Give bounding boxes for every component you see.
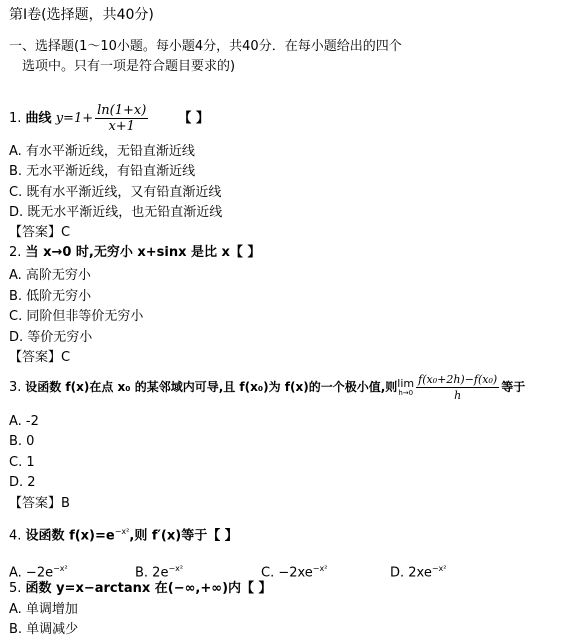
option-d	[390, 560, 447, 582]
fraction-denominator: x+1	[108, 119, 135, 134]
option-c: C. 同阶但非等价无穷小	[9, 309, 144, 324]
exponent: −x²	[168, 564, 184, 573]
option-a: A. 有水平渐近线，无铅直渐近线	[9, 144, 195, 159]
exponent: −x²	[431, 564, 447, 573]
option-a	[9, 560, 68, 582]
fraction-numerator: ln(1+x)	[97, 103, 147, 118]
question-number: 3.	[9, 380, 22, 395]
option-b: B. 无水平渐近线，有铅直渐近线	[9, 164, 196, 179]
question-text: 曲线	[25, 111, 52, 126]
option-c: C. 既有水平渐近线，又有铅直渐近线	[9, 185, 222, 200]
question-text-suffix: ,则 f′(x)等于【 】	[129, 528, 238, 544]
answer: 【答案】B	[9, 496, 70, 511]
option-a: A. 单调增加	[9, 602, 78, 617]
instructions-line-2: 选项中。只有一项是符合题目要求的)	[22, 59, 236, 74]
question-number: 5.	[9, 581, 22, 596]
limit-label: lim	[397, 376, 415, 390]
fraction-numerator: f(x₀+2h)−f(x₀)	[418, 373, 498, 386]
question-number: 1.	[9, 111, 22, 126]
answer-bracket: 【 】	[178, 111, 209, 126]
option-a: A. 高阶无穷小	[9, 268, 91, 283]
exponent: −x²	[53, 564, 68, 573]
question-number: 2.	[9, 245, 22, 260]
option-b: B. 0	[9, 434, 35, 449]
answer: 【答案】C	[9, 350, 71, 365]
exponent: −x²	[114, 527, 130, 536]
question-1-stem	[9, 102, 209, 136]
answer: 【答案】C	[9, 225, 71, 240]
question-text: 设函数 f(x)=e	[25, 528, 115, 544]
option-b	[135, 560, 183, 582]
option-c: C. 1	[9, 455, 35, 470]
question-text: 设函数 f(x)在点 x₀ 的某邻域内可导,且 f(x₀)为 f(x)的一个极小值,则	[25, 380, 398, 394]
fraction	[95, 103, 148, 134]
limit-subscript: h→0	[398, 388, 414, 397]
fraction-denominator: h	[454, 389, 462, 402]
question-2-stem	[9, 244, 260, 262]
section-title: 第Ⅰ卷(选择题，共40分)	[9, 7, 154, 23]
option-a: A. -2	[9, 414, 39, 429]
question-3-stem	[9, 370, 525, 405]
option-text: D. 2xe	[390, 565, 432, 581]
option-text: B. 2e	[135, 565, 169, 581]
option-text: A. −2e	[9, 565, 54, 581]
option-c	[261, 560, 327, 582]
option-d: D. 既无水平渐近线，也无铅直渐近线	[9, 205, 223, 220]
limit	[397, 376, 415, 397]
formula-lhs: y=1+	[55, 111, 94, 126]
question-4-stem	[9, 523, 238, 545]
option-b: B. 单调减少	[9, 622, 79, 637]
question-number: 4.	[9, 528, 22, 544]
exponent: −x²	[312, 564, 328, 573]
question-text: 函数 y=x−arctanx 在(−∞,+∞)内【 】	[25, 581, 272, 596]
fraction	[416, 372, 499, 403]
option-d: D. 等价无穷小	[9, 330, 93, 345]
option-d: D. 2	[9, 475, 36, 490]
option-b: B. 低阶无穷小	[9, 289, 92, 304]
instructions-line-1: 一、选择题(1～10小题。每小题4分，共40分．在每小题给出的四个	[9, 39, 402, 54]
question-5-stem	[9, 580, 272, 598]
question-tail: 等于	[501, 380, 526, 394]
option-text: C. −2xe	[261, 565, 313, 581]
question-text: 当 x→0 时,无穷小 x+sinx 是比 x【 】	[25, 245, 261, 260]
